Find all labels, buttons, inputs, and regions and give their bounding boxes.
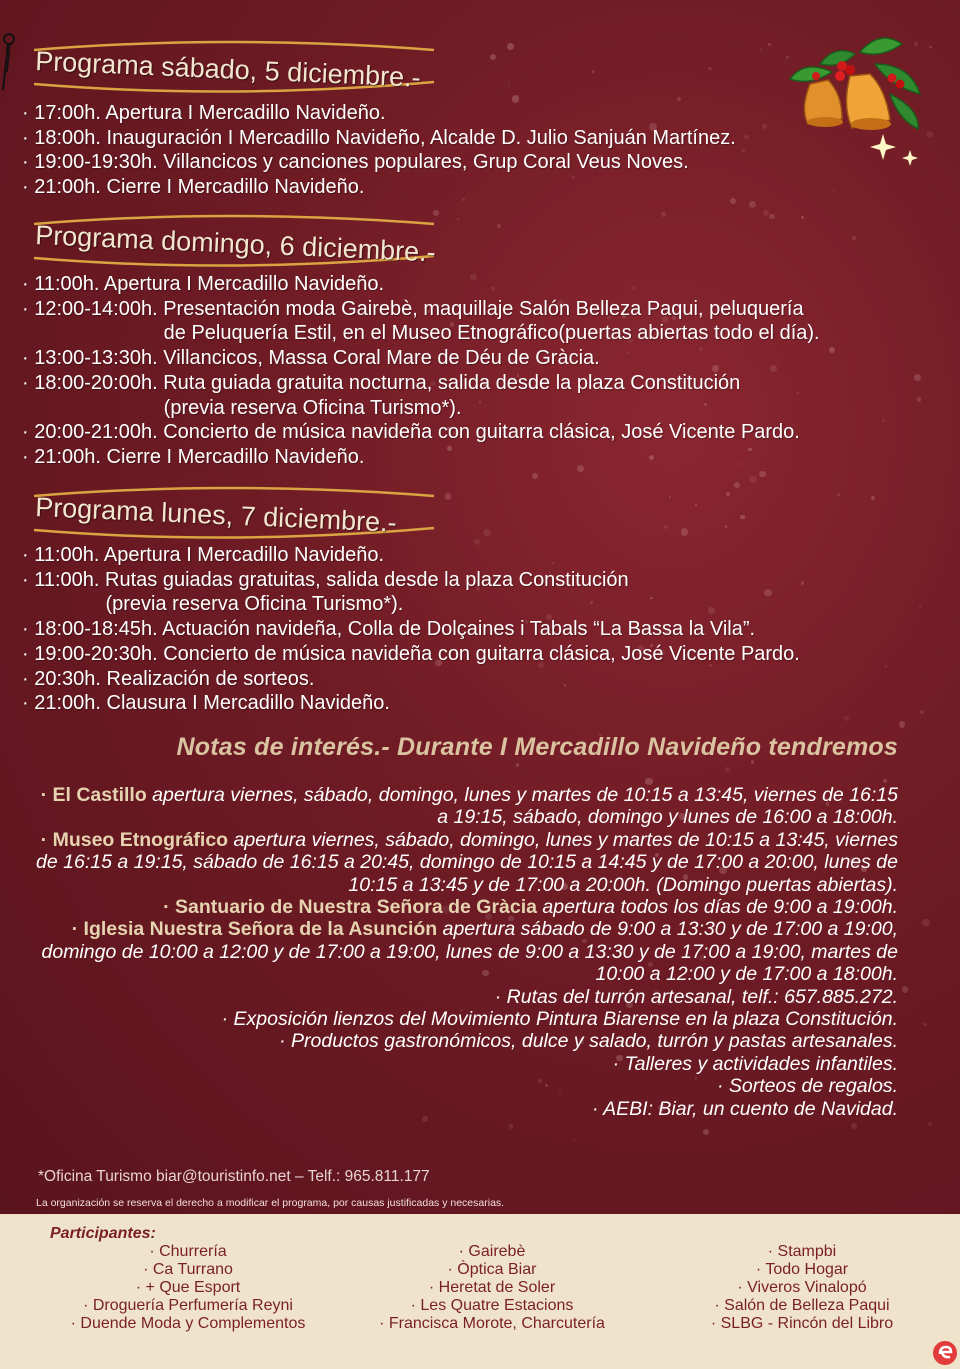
note-venue: · Museo Etnográfico <box>40 828 229 851</box>
event-item <box>22 101 942 126</box>
sparkle-dot <box>852 236 856 240</box>
sparkle-dot <box>801 216 804 219</box>
sunday-heading <box>30 210 440 272</box>
event-description: Inauguración I Mercadillo Navideño, Alcalde D. Julio Sanjuán Martínez. <box>100 126 736 149</box>
event-description: Villancicos, Massa Coral Mare de Déu de Gràcia. <box>157 347 600 370</box>
sparkle-dot <box>759 471 766 478</box>
sparkle-dot <box>507 43 514 50</box>
event-time: · 21:00h. <box>22 176 101 199</box>
event-item <box>22 175 942 200</box>
saturday-title: Programa sábado, 5 diciembre.- <box>34 46 422 93</box>
sparkle-dot <box>844 716 849 721</box>
note-text: · Rutas del turrón artesanal, telf.: 657.885.272. <box>494 985 898 1008</box>
event-time: · 18:00-20:00h. <box>22 371 158 394</box>
event-time: · 18:00h. <box>22 126 101 149</box>
event-item <box>22 568 942 617</box>
event-item <box>22 420 942 445</box>
sparkle-dot <box>592 70 594 72</box>
note-item <box>26 896 898 918</box>
event-description: Apertura I Mercadillo Navideño. <box>99 544 385 566</box>
note-item <box>26 1075 898 1097</box>
sparkle-dot <box>516 763 519 766</box>
event-item <box>22 445 942 470</box>
sparkle-dot <box>497 224 501 228</box>
event-description: Clausura I Mercadillo Navideño. <box>100 692 390 715</box>
sparkle-dot <box>734 482 741 489</box>
event-item <box>22 667 942 692</box>
event-time: · 13:00-13:30h. <box>22 347 158 370</box>
event-item <box>22 642 942 667</box>
sunday-events <box>22 272 942 470</box>
note-item <box>26 1030 898 1052</box>
event-item <box>22 691 942 716</box>
event-item <box>22 346 942 371</box>
monday-events <box>22 543 942 716</box>
sparkle-dot <box>740 515 745 520</box>
sparkle-dot <box>768 43 771 46</box>
participant-item: · Salón de Belleza Paqui <box>714 1297 890 1314</box>
participant-item: · Francisca Morote, Charcutería <box>379 1315 605 1332</box>
sparkle-dot <box>664 525 668 529</box>
event-time: · 21:00h. <box>22 445 101 468</box>
event-time: · 21:00h. <box>22 692 101 715</box>
note-text: apertura sábado de 9:00 a 13:30 y de 17:00 a 19:00, domingo de 10:00 a 12:00 y de 17:00 a 19:00, lunes de 9:00 a 13:30 y de 17:00 a 19:00, martes de 10:00 a 12:00 y de 17:00 a 18:00h. <box>41 918 898 986</box>
sparkle-dot <box>532 473 538 479</box>
brand-logo-icon <box>932 1340 958 1366</box>
event-description-continued: (previa reserva Oficina Turismo*). <box>163 396 462 419</box>
sparkle-dot <box>922 919 930 927</box>
note-venue: · Iglesia Nuestra Señora de la Asunción <box>71 918 438 941</box>
saturday-heading <box>30 36 440 98</box>
event-time: · 12:00-14:00h. <box>22 297 158 320</box>
note-text: · Sorteos de regalos. <box>716 1075 898 1098</box>
sparkle-dot <box>928 1122 932 1126</box>
event-description: Rutas guiadas gratuitas, salida desde la plaza Constitución <box>99 568 629 591</box>
note-text: apertura viernes, sábado, domingo, lunes y martes de 10:15 a 13:45, viernes de 16:15 a 19:15, sábado, domingo y lunes de 16:00 a 18:00h. <box>146 784 898 829</box>
event-description: Concierto de música navideña con guitarra clásica, José Vicente Pardo. <box>157 421 800 444</box>
note-item <box>26 1053 898 1075</box>
sparkle-dot <box>573 1138 575 1140</box>
note-venue: · El Castillo <box>40 784 147 806</box>
event-description: Concierto de música navideña con guitarra clásica, José Vicente Pardo. <box>157 642 800 665</box>
participants-column-3 <box>652 1243 952 1333</box>
disclaimer: La organización se reserva el derecho a modificar el programa, por causas justificadas y necesarias. <box>36 1197 505 1209</box>
event-description-continued: (previa reserva Oficina Turismo*). <box>105 593 404 616</box>
sparkle-dot <box>763 210 769 216</box>
sparkle-dot <box>837 493 840 496</box>
sparkle-dot <box>883 779 887 783</box>
sparkle-dot <box>851 1123 858 1130</box>
event-description-continued: de Peluquería Estil, en el Museo Etnográfico(puertas abiertas todo el día). <box>163 322 820 345</box>
event-item <box>22 126 942 151</box>
sparkle-dot <box>708 67 712 71</box>
note-text: apertura viernes, sábado, domingo, lunes y martes de 10:15 a 13:45, viernes de 16:15 a 19:15, sábado de 16:15 a 20:45, domingo de 10:15 a 14:45 y de 17:00 a 20:00, lunes de 10:15 a 13:45 y de 17:00 a 20:00h. (Domingo puertas abiertas). <box>36 828 898 896</box>
event-description: Apertura I Mercadillo Navideño. <box>99 273 385 295</box>
sparkle-dot <box>490 54 496 60</box>
participant-item: · Stampbi <box>767 1243 837 1260</box>
participants-column-1 <box>38 1243 338 1333</box>
event-description: Presentación moda Gairebè, maquillaje Salón Belleza Paqui, peluquería <box>157 297 804 320</box>
sparkle-dot <box>902 986 908 992</box>
event-description: Cierre I Mercadillo Navideño. <box>100 445 365 468</box>
participant-item: · Viveros Vinalopó <box>737 1279 867 1296</box>
sparkle-dot <box>749 476 756 483</box>
participant-item: · Òptica Biar <box>447 1261 537 1278</box>
sparkle-dot <box>899 721 906 728</box>
participant-item: · Gairebè <box>458 1243 526 1260</box>
sparkle-dot <box>681 528 688 535</box>
monday-heading <box>30 482 440 544</box>
sparkle-dot <box>726 492 730 496</box>
sparkle-dot <box>923 1023 926 1026</box>
note-text: apertura todos los días de 9:00 a 19:00h. <box>536 896 898 919</box>
participant-item: · Duende Moda y Complementos <box>70 1315 306 1332</box>
participant-item: · Todo Hogar <box>755 1261 849 1278</box>
sparkle-dot <box>760 48 762 50</box>
monday-title: Programa lunes, 7 diciembre.- <box>34 492 398 538</box>
event-item <box>22 272 942 297</box>
sparkle-dot <box>483 529 491 537</box>
tourism-office-note: *Oficina Turismo biar@touristinfo.net – Telf.: 965.811.177 <box>38 1168 430 1185</box>
sparkle-dot <box>703 1129 709 1135</box>
sparkle-dot <box>669 496 671 498</box>
note-item <box>26 986 898 1008</box>
sparkle-dot <box>457 218 460 221</box>
note-item <box>26 1008 898 1030</box>
event-item <box>22 297 942 346</box>
event-item <box>22 150 942 175</box>
event-description: Realización de sorteos. <box>100 667 315 690</box>
sparkle-dot <box>695 504 698 507</box>
participants-column-2 <box>342 1243 642 1333</box>
event-time: · 19:00-19:30h. <box>22 151 158 174</box>
event-time: · 17:00h. <box>22 102 101 124</box>
event-time: · 19:00-20:30h. <box>22 642 158 665</box>
participant-item: · + Que Esport <box>135 1279 241 1296</box>
note-text: · Productos gastronómicos, dulce y salado, turrón y pastas artesanales. <box>279 1030 898 1053</box>
sparkle-dot <box>661 212 666 217</box>
event-time: · 20:30h. <box>22 667 101 690</box>
sparkle-dot <box>769 214 774 219</box>
event-item <box>22 371 942 420</box>
note-text: · Talleres y actividades infantiles. <box>612 1052 898 1075</box>
event-time: · 18:00-18:45h. <box>22 618 158 641</box>
note-item <box>26 784 898 829</box>
participant-item: · Heretat de Soler <box>428 1279 556 1296</box>
note-item <box>26 918 898 985</box>
event-description: Apertura I Mercadillo Navideño. <box>100 102 386 124</box>
event-item <box>22 617 942 642</box>
event-description: Villancicos y canciones populares, Grup Coral Veus Noves. <box>157 151 689 174</box>
sparkle-dot <box>725 525 728 528</box>
event-description: Ruta guiada gratuita nocturna, salida desde la plaza Constitución <box>157 371 741 394</box>
event-time: · 20:00-21:00h. <box>22 421 158 444</box>
note-item <box>26 829 898 896</box>
event-description: Actuación navideña, Colla de Dolçaines i Tabals “La Bassa la Vila”. <box>157 618 756 641</box>
sparkle-dot <box>871 496 875 500</box>
sparkle-dot <box>749 201 756 208</box>
note-venue: · Santuario de Nuestra Señora de Gràcia <box>163 896 537 919</box>
participants-title: Participantes: <box>50 1225 156 1242</box>
event-time: · 11:00h. <box>22 544 100 566</box>
saturday-events <box>22 101 942 200</box>
sparkle-dot <box>508 81 510 83</box>
sunday-title: Programa domingo, 6 diciembre.- <box>34 220 437 268</box>
note-text: · Exposición lienzos del Movimiento Pintura Biarense en la plaza Constitución. <box>221 1008 898 1031</box>
note-item <box>26 1098 898 1120</box>
scissors-icon <box>0 32 22 92</box>
participant-item: · Ca Turrano <box>143 1261 233 1278</box>
participant-item: · Les Quatre Estacions <box>410 1297 574 1314</box>
notes-list <box>26 784 898 1120</box>
sparkle-dot <box>725 767 730 772</box>
sparkle-dot <box>445 493 451 499</box>
event-description: Cierre I Mercadillo Navideño. <box>100 176 365 199</box>
event-item <box>22 543 942 568</box>
notes-title: Notas de interés.- Durante I Mercadillo Navideño tendremos <box>176 733 898 761</box>
sparkle-dot <box>509 1124 514 1129</box>
event-time: · 11:00h. <box>22 273 100 295</box>
participant-item: · SLBG - Rincón del Libro <box>710 1315 894 1332</box>
note-text: · AEBI: Biar, un cuento de Navidad. <box>591 1097 898 1120</box>
participant-item: · Droguería Perfumería Reyni <box>83 1297 293 1314</box>
participant-item: · Churrería <box>149 1243 227 1260</box>
event-time: · 11:00h. <box>22 568 100 591</box>
